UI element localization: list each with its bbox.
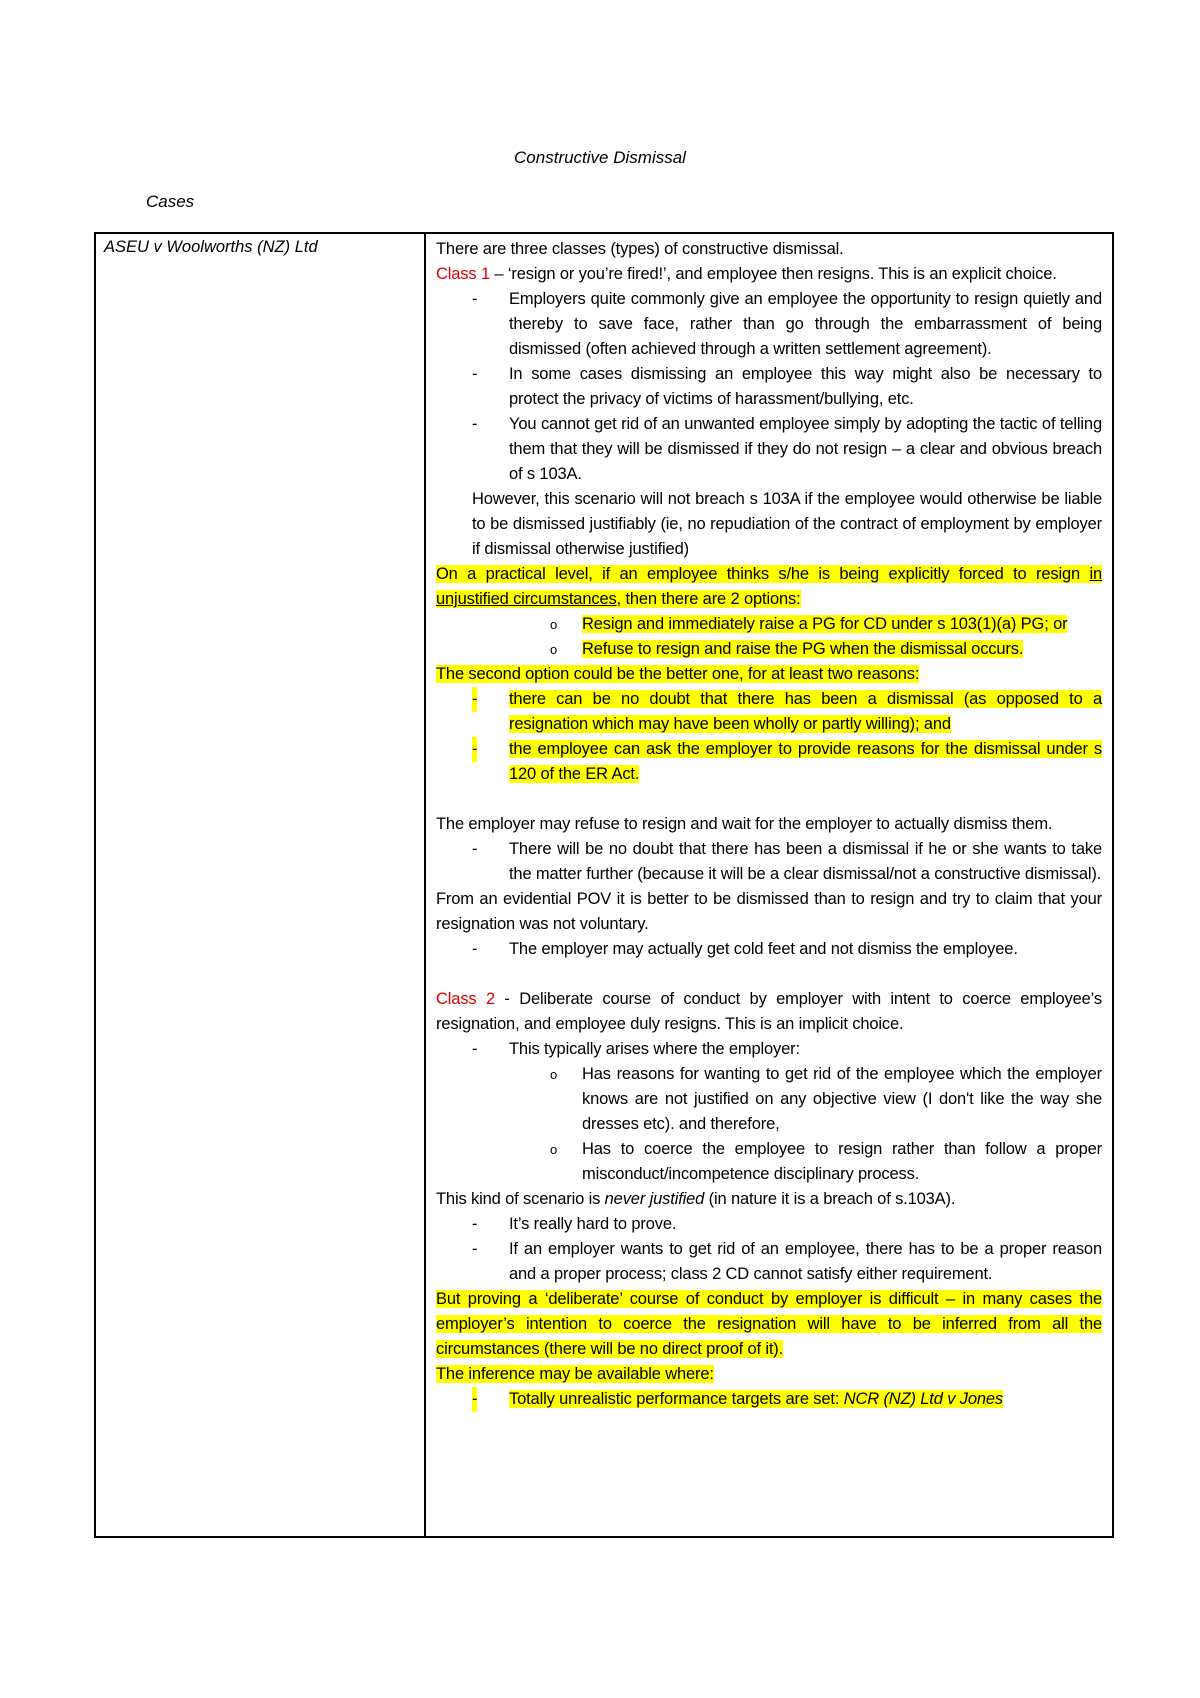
column-divider bbox=[424, 234, 426, 1536]
section-label-cases: Cases bbox=[146, 192, 195, 211]
proving-paragraph: But proving a ‘deliberate’ course of conduct by employer is difficult – in many cases the employer’s intention to coerce the resignation will have to be inferred from all the circumstances (there will be no direct proof of it). bbox=[436, 1290, 1102, 1358]
class2-label: Class 2 bbox=[436, 990, 495, 1008]
list-item: - the employee can ask the employer to provide reasons for the dismissal under s 120 of the ER Act. bbox=[436, 737, 1102, 787]
never-justified-paragraph: This kind of scenario is never justified (in nature it is a breach of s.103A). bbox=[436, 1190, 956, 1208]
list-item: o Resign and immediately raise a PG for CD under s 103(1)(a) PG; or bbox=[550, 615, 1068, 633]
document-title: Constructive Dismissal bbox=[514, 148, 686, 167]
class1-label: Class 1 bbox=[436, 265, 490, 283]
list-item: o Has to coerce the employee to resign rather than follow a proper misconduct/incompetence disciplinary process. bbox=[550, 1140, 1102, 1183]
list-item: - There will be no doubt that there has been a dismissal if he or she wants to take the matter further (because it will be a clear dismissal/not a constructive dismissal). bbox=[472, 840, 1102, 883]
practical-paragraph: On a practical level, if an employee thinks s/he is being explicitly forced to resign in unjustified circumstances, then there are 2 options: bbox=[436, 565, 1102, 608]
list-item: - Employers quite commonly give an employee the opportunity to resign quietly and thereby to save face, rather than go through the embarrassment of being dismissed (often achieved through a written settlement agreement). bbox=[472, 290, 1102, 358]
list-item: o Refuse to resign and raise the PG when the dismissal occurs. bbox=[550, 640, 1024, 658]
list-item: - If an employer wants to get rid of an employee, there has to be a proper reason and a proper process; class 2 CD cannot satisfy either requirement. bbox=[472, 1240, 1102, 1283]
class1-heading bbox=[436, 262, 1102, 287]
case-name-cell: ASEU v Woolworths (NZ) Ltd bbox=[104, 238, 318, 256]
list-item: - This typically arises where the employer: bbox=[472, 1040, 800, 1058]
class1-text: – ‘resign or you’re fired!’, and employee then resigns. This is an explicit choice. bbox=[489, 265, 1057, 283]
list-item: - You cannot get rid of an unwanted employee simply by adopting the tactic of telling them that they will be dismissed if they do not resign – a clear and obvious breach of s 103A. bbox=[472, 415, 1102, 483]
employer-refuse-paragraph: The employer may refuse to resign and wait for the employer to actually dismiss them. bbox=[436, 815, 1053, 833]
list-item: o Has reasons for wanting to get rid of the employee which the employer knows are not justified on any objective view (I don't like the way she dresses etc). and therefore, bbox=[550, 1065, 1102, 1133]
cases-table bbox=[94, 232, 1114, 1538]
list-item: - It’s really hard to prove. bbox=[472, 1215, 677, 1233]
list-item: - Totally unrealistic performance targets are set: NCR (NZ) Ltd v Jones bbox=[436, 1387, 1102, 1412]
inference-heading: The inference may be available where: bbox=[436, 1365, 714, 1383]
however-paragraph: However, this scenario will not breach s 103A if the employee would otherwise be liable to be dismissed justifiably (ie, no repudiation of the contract of employment by employer if dismissal otherwise justified) bbox=[472, 490, 1102, 558]
intro-text: There are three classes (types) of constructive dismissal. bbox=[436, 240, 844, 258]
evidential-paragraph: From an evidential POV it is better to be dismissed than to resign and try to claim that your resignation was not voluntary. bbox=[436, 890, 1102, 933]
class2-heading bbox=[436, 987, 1102, 1037]
list-item: - there can be no doubt that there has been a dismissal (as opposed to a resignation which may have been wholly or partly willing); and bbox=[436, 687, 1102, 737]
case-notes-cell bbox=[436, 237, 1102, 1412]
list-item: - In some cases dismissing an employee this way might also be necessary to protect the privacy of victims of harassment/bullying, etc. bbox=[472, 365, 1102, 408]
list-item: - The employer may actually get cold feet and not dismiss the employee. bbox=[472, 940, 1018, 958]
second-option-heading: The second option could be the better one, for at least two reasons: bbox=[436, 665, 920, 683]
class2-text: - Deliberate course of conduct by employer with intent to coerce employee’s resignation, and employee duly resigns. This is an implicit choice. bbox=[436, 990, 1102, 1033]
